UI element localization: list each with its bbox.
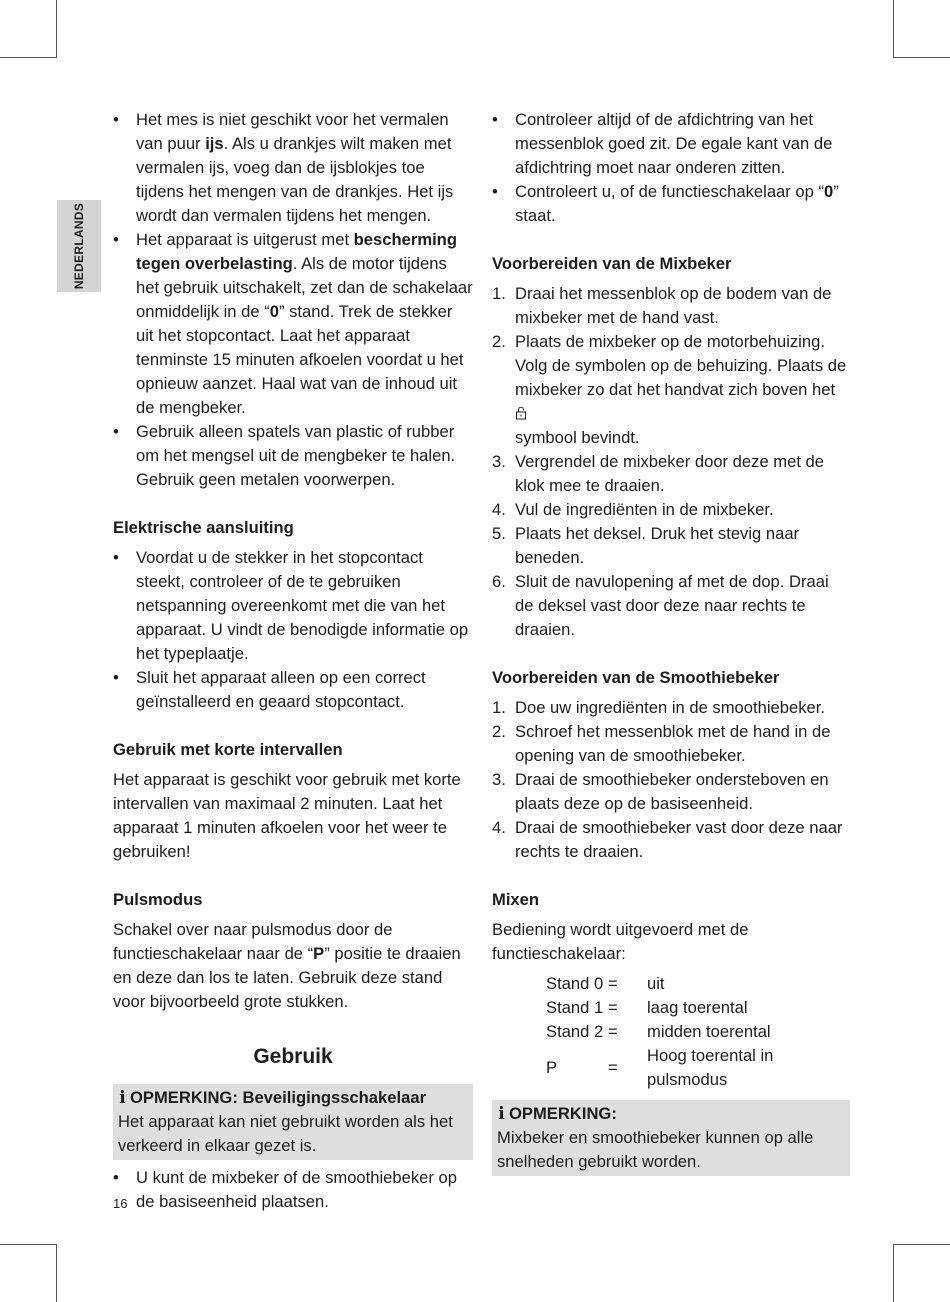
list-item: 4. Vul de ingrediënten in de mixbeker. (492, 500, 774, 519)
crop-mark (893, 57, 950, 58)
crop-mark (56, 1244, 57, 1302)
info-icon: i (498, 1104, 505, 1124)
list-item: • U kunt de mixbeker of de smoothiebeker op de basiseenheid plaatsen. (113, 1166, 473, 1214)
left-column (113, 108, 473, 1214)
list-item: • Het mes is niet geschikt voor het vermalen van puur ijs. Als u drankjes wilt maken met vermalen ijs, voeg dan de ijsblokjes toe tijdens het mengen van de drankjes. Het ijs wordt dan vermalen tijdens het mengen. (113, 108, 473, 228)
list-item: 2. Plaats de mixbeker op de motorbehuizing. Volg de symbolen op de behuizing. Plaats de mixbeker zo dat het handvat zich boven het symbool bevindt. (492, 332, 847, 447)
paragraph: Schakel over naar pulsmodus door de functieschakelaar naar de “P” positie te draaien en deze dan los te laten. Gebruik deze stand voor bijvoorbeeld grote stukken. (113, 920, 461, 1011)
section-heading-pulsmodus: Pulsmodus (113, 890, 203, 909)
list-item: • Controleer altijd of de afdichtring van het messenblok goed zit. De egale kant van de afdichtring moet naar onderen zitten. (492, 108, 850, 180)
crop-mark (0, 57, 57, 58)
page-number: 16 (113, 1196, 128, 1211)
section-heading-korte-intervallen: Gebruik met korte intervallen (113, 740, 343, 759)
smoothiebeker-steps (492, 696, 850, 864)
list-item: 3. Draai de smoothiebeker ondersteboven en plaats deze op de basiseenheid. (492, 770, 829, 813)
crop-mark (0, 1244, 57, 1245)
crop-mark (56, 0, 57, 57)
mixbeker-steps (492, 282, 850, 642)
electrical-bullet-list (113, 546, 473, 714)
note-text: Het apparaat kan niet gebruikt worden als het verkeerd in elkaar gezet is. (118, 1112, 453, 1155)
note-heading: i OPMERKING: (498, 1104, 617, 1124)
list-item: 6. Sluit de navulopening af met de dop. Draai de deksel vast door deze naar rechts te draaien. (492, 572, 829, 639)
note-box (113, 1084, 473, 1160)
list-item: • Controleert u, of de functieschakelaar op “0” staat. (492, 180, 850, 228)
note-heading: i OPMERKING: Beveiligingsschakelaar (119, 1088, 427, 1108)
chapter-heading-gebruik: Gebruik (253, 1045, 333, 1068)
check-bullet-list (492, 108, 850, 228)
list-item: 2. Schroef het messenblok met de hand in de opening van de smoothiebeker. (492, 722, 831, 765)
info-icon: i (119, 1088, 126, 1108)
crop-mark (893, 1244, 894, 1302)
list-item: 1. Doe uw ingrediënten in de smoothiebeker. (492, 698, 825, 717)
note-box (492, 1100, 850, 1176)
list-item: 5. Plaats het deksel. Druk het stevig naar beneden. (492, 524, 800, 567)
paragraph: Het apparaat is geschikt voor gebruik met korte intervallen van maximaal 2 minuten. Laat het apparaat 1 minuten afkoelen voor het weer te gebruiken! (113, 770, 461, 861)
lock-icon (515, 406, 527, 420)
note-text: Mixbeker en smoothiebeker kunnen op alle snelheden gebruikt worden. (497, 1128, 814, 1171)
section-heading-smoothiebeker: Voorbereiden van de Smoothiebeker (492, 668, 780, 687)
table-row: Stand 2 = midden toerental (546, 1022, 771, 1041)
table-row: Stand 0 = uit (546, 974, 665, 993)
safety-bullet-list (113, 108, 473, 492)
section-heading-mixbeker: Voorbereiden van de Mixbeker (492, 254, 732, 273)
paragraph: Bediening wordt uitgevoerd met de functieschakelaar: (492, 920, 749, 963)
section-heading-elektrische-aansluiting: Elektrische aansluiting (113, 518, 294, 537)
crop-mark (893, 0, 894, 57)
list-item: 1. Draai het messenblok op de bodem van de mixbeker met de hand vast. (492, 284, 832, 327)
right-column (492, 108, 850, 1176)
section-heading-mixen: Mixen (492, 890, 540, 909)
speed-settings-table (546, 972, 850, 1092)
language-tab-label: NEDERLANDS (72, 202, 86, 290)
list-item: • Voordat u de stekker in het stopcontact steekt, controleer of de te gebruiken netspanning overeenkomt met die van het apparaat. U vindt de benodigde informatie op het typeplaatje. (113, 546, 473, 666)
list-item: 3. Vergrendel de mixbeker door deze met de klok mee te draaien. (492, 452, 825, 495)
table-row: P = Hoog toerental in pulsmodus (546, 1046, 774, 1089)
crop-mark (893, 1244, 950, 1245)
usage-bullet-list (113, 1166, 473, 1214)
list-item: • Het apparaat is uitgerust met bescherming tegen overbelasting. Als de motor tijdens het gebruik uitschakelt, zet dan de schakelaar onmiddelijk in de “0” stand. Trek de stekker uit het stopcontact. Laat het apparaat tenminste 15 minuten afkoelen voordat u het opnieuw aanzet. Haal wat van de inhoud uit de mengbeker. (113, 228, 473, 420)
list-item: 4. Draai de smoothiebeker vast door deze naar rechts te draaien. (492, 818, 843, 861)
table-row: Stand 1 = laag toerental (546, 998, 748, 1017)
language-tab (57, 200, 101, 292)
list-item: • Sluit het apparaat alleen op een correct geïnstalleerd en geaard stopcontact. (113, 666, 473, 714)
list-item: • Gebruik alleen spatels van plastic of rubber om het mengsel uit de mengbeker te halen. Gebruik geen metalen voorwerpen. (113, 420, 473, 492)
